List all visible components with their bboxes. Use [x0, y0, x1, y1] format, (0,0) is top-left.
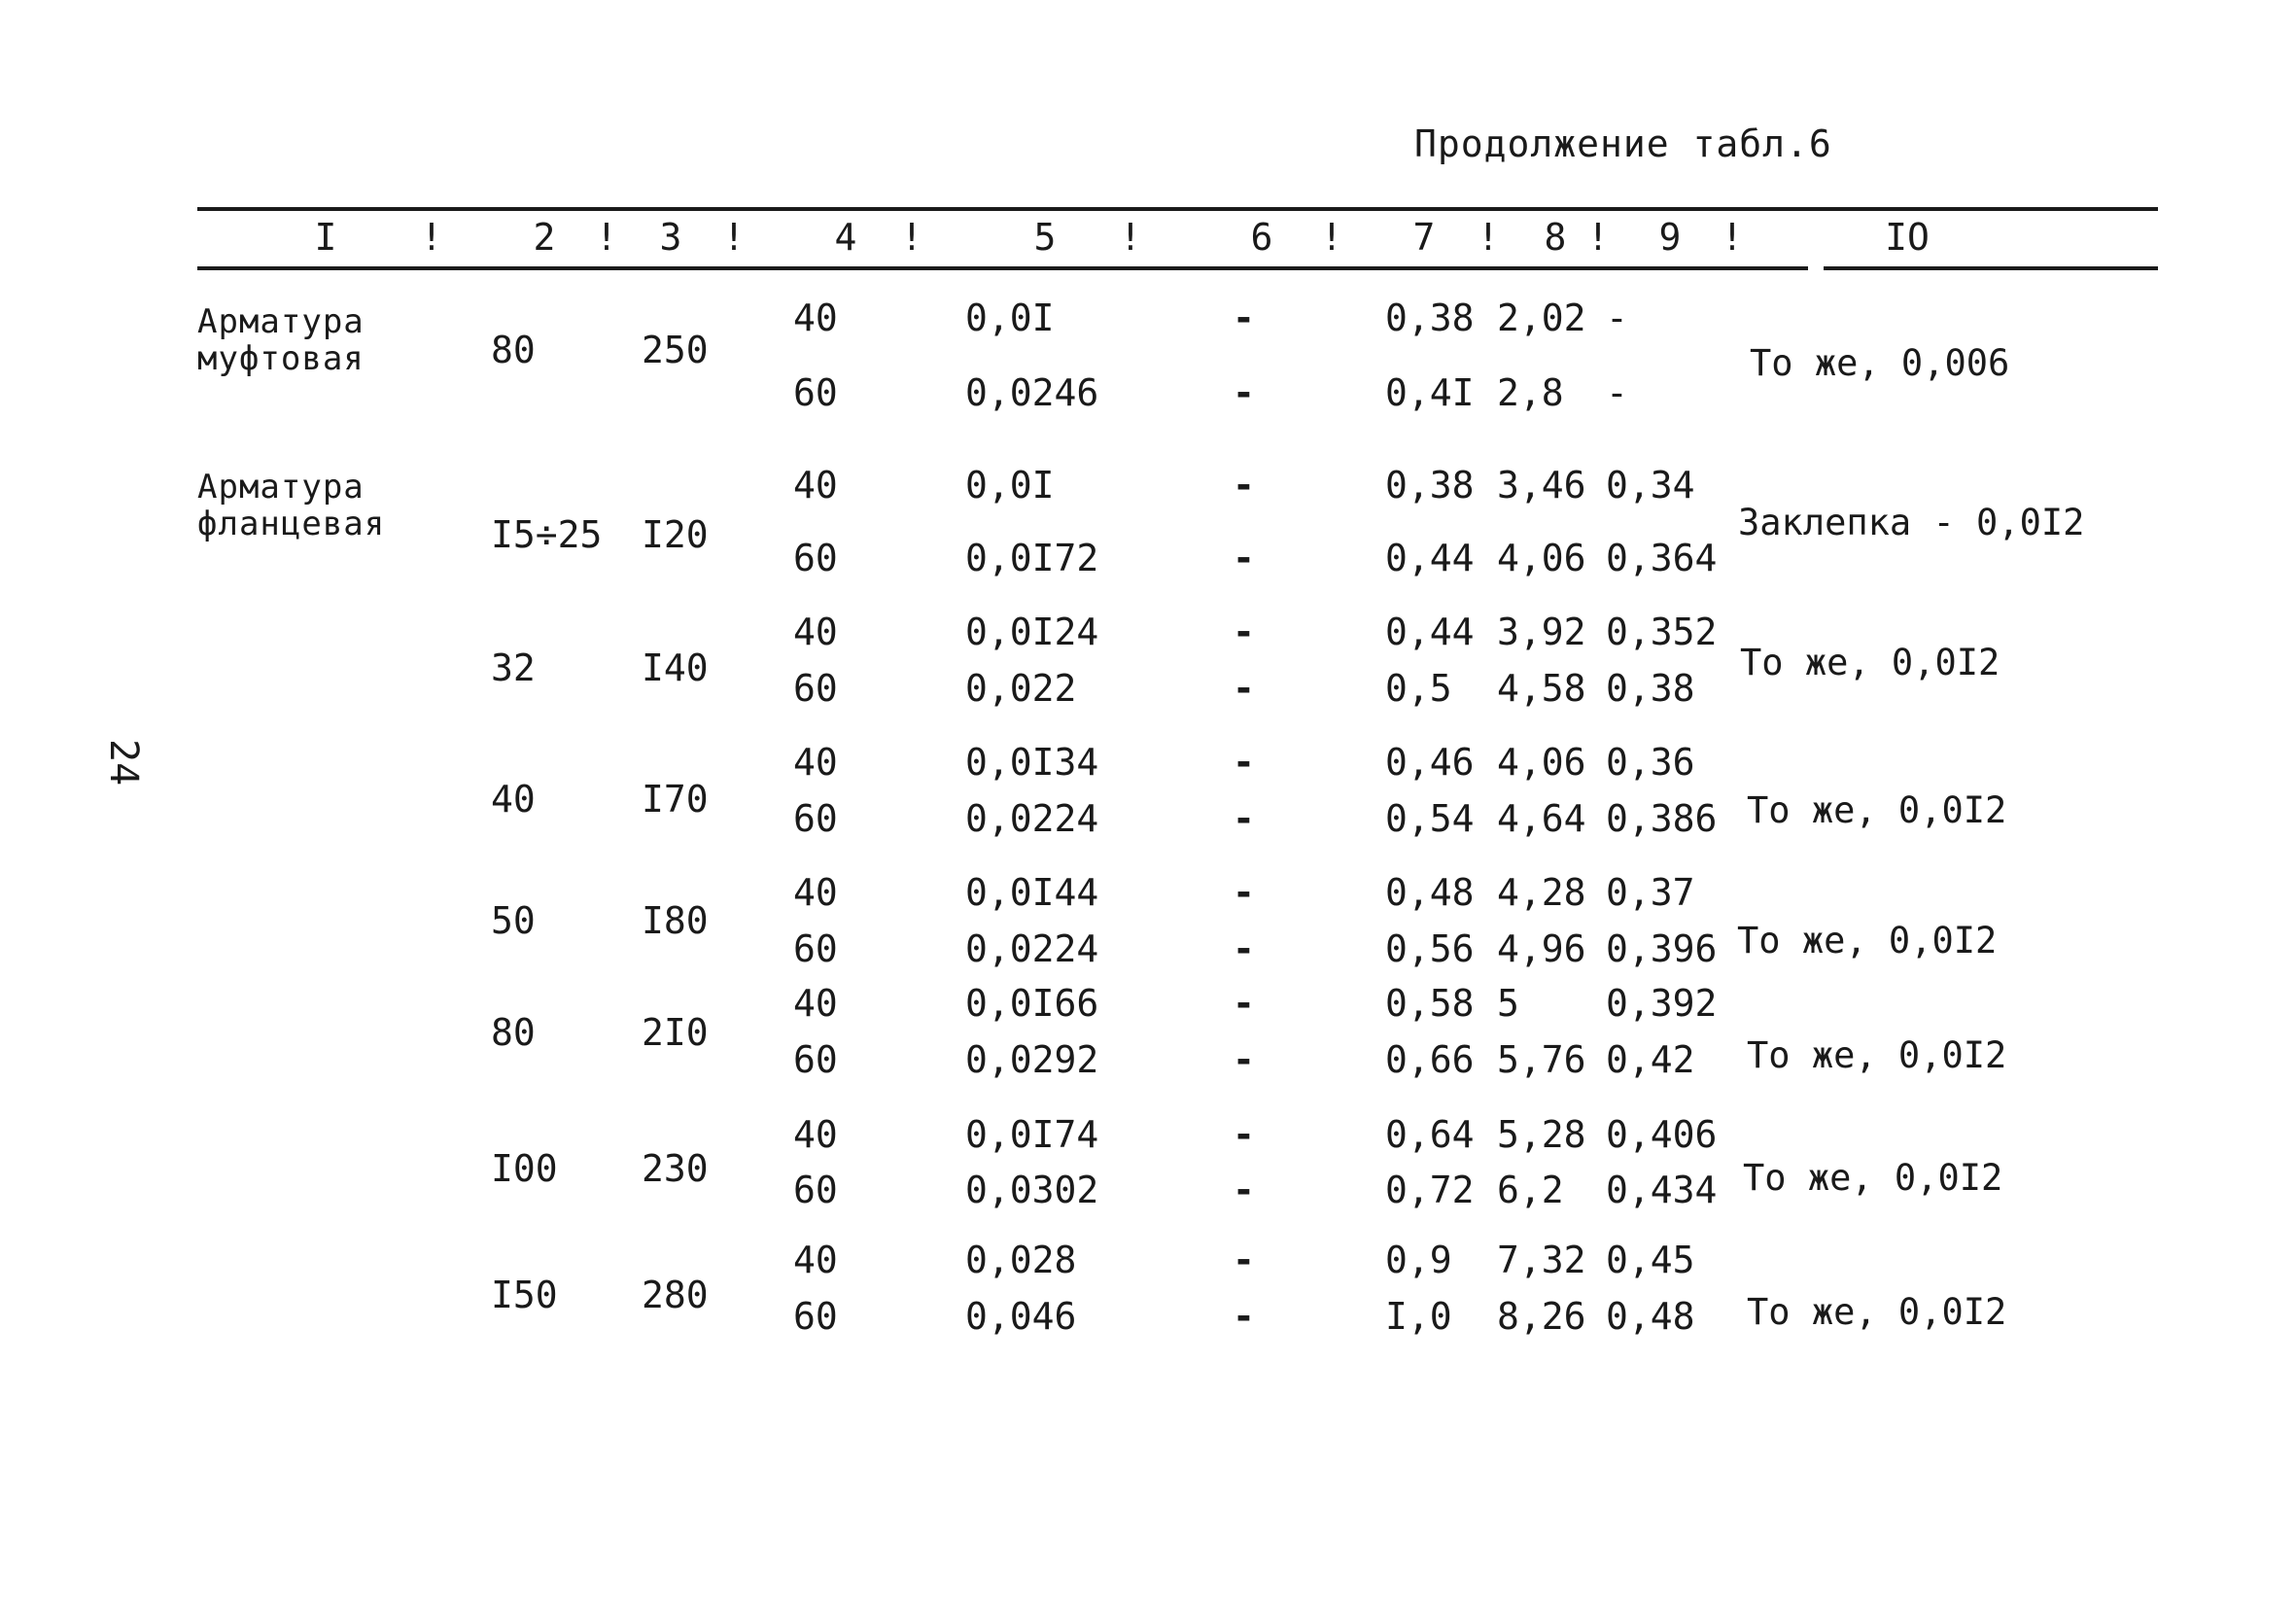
table-cell-c3: I80	[642, 899, 709, 942]
table-cell-c4: 60	[793, 371, 838, 414]
table-cell-c5: 0,0246	[965, 371, 1099, 414]
table-cell-c4: 60	[793, 927, 838, 970]
column-separator: !	[595, 216, 618, 259]
table-cell-c6: -	[1233, 1113, 1255, 1156]
table-cell-c9: 0,34	[1606, 464, 1695, 507]
table-cell-c6: -	[1233, 371, 1255, 414]
table-cell-c5: 0,0I66	[965, 982, 1099, 1025]
table-cell-c9: 0,48	[1606, 1295, 1695, 1338]
table-caption: Продолжение табл.6	[1414, 122, 1832, 165]
table-cell-c7: 0,64	[1385, 1113, 1475, 1156]
table-cell-c9: 0,42	[1606, 1038, 1695, 1081]
table-cell-c2: I5÷25	[491, 513, 603, 556]
table-cell-c2: 80	[491, 329, 536, 371]
table-cell-c6: -	[1233, 611, 1255, 653]
table-cell-c8: 5,76	[1497, 1038, 1586, 1081]
table-cell-c6: -	[1233, 1169, 1255, 1211]
table-cell-c9: 0,396	[1606, 927, 1718, 970]
group-label-flanged-line2: фланцевая	[197, 505, 386, 543]
table-cell-c6: -	[1233, 982, 1255, 1025]
table-cell-c5: 0,0I44	[965, 871, 1099, 914]
table-cell-c8: 4,06	[1497, 741, 1586, 784]
table-cell-c5: 0,0292	[965, 1038, 1099, 1081]
group-label-flanged-line1: Арматура	[197, 468, 365, 507]
table-cell-c6: -	[1233, 797, 1255, 840]
column-separator: !	[1586, 216, 1610, 259]
table-cell-c4: 40	[793, 1239, 838, 1281]
table-cell-c6: -	[1233, 297, 1255, 339]
table-cell-c8: 5	[1497, 982, 1519, 1025]
column-separator: !	[1320, 216, 1343, 259]
column-separator: !	[1721, 216, 1744, 259]
table-cell-c8: 3,92	[1497, 611, 1586, 653]
table-cell-c4: 40	[793, 1113, 838, 1156]
table-header-rule	[197, 266, 2158, 270]
column-header-9: 9	[1658, 216, 1682, 259]
note-cell: Заклепка - 0,0I2	[1738, 502, 2085, 543]
table-cell-c9: -	[1606, 297, 1628, 339]
table-cell-c4: 40	[793, 297, 838, 339]
table-cell-c9: 0,352	[1606, 611, 1718, 653]
table-cell-c2: I50	[491, 1274, 558, 1316]
table-cell-c6: -	[1233, 927, 1255, 970]
table-cell-c9: 0,36	[1606, 741, 1695, 784]
table-cell-c9: 0,406	[1606, 1113, 1718, 1156]
table-cell-c5: 0,0I	[965, 464, 1055, 507]
table-cell-c5: 0,046	[965, 1295, 1077, 1338]
table-cell-c4: 60	[793, 1038, 838, 1081]
note-cell: То же, 0,0I2	[1747, 1291, 2007, 1333]
table-cell-c8: 5,28	[1497, 1113, 1586, 1156]
table-cell-c9: 0,38	[1606, 667, 1695, 710]
note-cell: То же, 0,0I2	[1743, 1157, 2003, 1199]
table-cell-c7: 0,44	[1385, 537, 1475, 579]
table-cell-c5: 0,0I74	[965, 1113, 1099, 1156]
table-cell-c7: 0,4I	[1385, 371, 1475, 414]
table-cell-c9: 0,364	[1606, 537, 1718, 579]
table-cell-c3: I70	[642, 778, 709, 821]
column-separator: !	[1477, 216, 1500, 259]
table-cell-c7: 0,66	[1385, 1038, 1475, 1081]
column-separator: !	[420, 216, 443, 259]
table-cell-c4: 40	[793, 871, 838, 914]
table-cell-c9: 0,37	[1606, 871, 1695, 914]
table-cell-c4: 60	[793, 797, 838, 840]
table-cell-c7: I,0	[1385, 1295, 1452, 1338]
table-cell-c6: -	[1233, 741, 1255, 784]
table-cell-c8: 2,02	[1497, 297, 1586, 339]
table-cell-c4: 40	[793, 741, 838, 784]
column-separator: !	[722, 216, 746, 259]
group-label-coupling-line2: муфтовая	[197, 339, 365, 378]
table-cell-c7: 0,44	[1385, 611, 1475, 653]
table-cell-c6: -	[1233, 871, 1255, 914]
table-cell-c7: 0,5	[1385, 667, 1452, 710]
table-cell-c3: 230	[642, 1147, 709, 1190]
table-cell-c5: 0,0I24	[965, 611, 1099, 653]
table-cell-c4: 60	[793, 667, 838, 710]
table-cell-c8: 2,8	[1497, 371, 1564, 414]
note-cell: То же, 0,0I2	[1737, 920, 1998, 961]
table-cell-c7: 0,58	[1385, 982, 1475, 1025]
table-cell-c7: 0,54	[1385, 797, 1475, 840]
table-cell-c7: 0,9	[1385, 1239, 1452, 1281]
table-cell-c4: 40	[793, 464, 838, 507]
note-cell: То же, 0,006	[1750, 342, 2010, 384]
table-cell-c8: 4,28	[1497, 871, 1586, 914]
note-cell: То же, 0,0I2	[1747, 789, 2007, 831]
table-cell-c6: -	[1233, 1239, 1255, 1281]
column-separator: !	[900, 216, 923, 259]
column-header-2: 2	[533, 216, 556, 259]
column-header-1: I	[314, 216, 337, 259]
table-cell-c4: 60	[793, 1295, 838, 1338]
table-cell-c3: I20	[642, 513, 709, 556]
table-cell-c7: 0,38	[1385, 297, 1475, 339]
table-cell-c6: -	[1233, 1295, 1255, 1338]
table-cell-c2: I00	[491, 1147, 558, 1190]
page-number: 24	[101, 739, 146, 787]
table-cell-c4: 40	[793, 611, 838, 653]
table-cell-c9: -	[1606, 371, 1628, 414]
table-cell-c8: 4,58	[1497, 667, 1586, 710]
table-header-rule-gap	[1808, 264, 1824, 270]
column-header-4: 4	[834, 216, 857, 259]
table-cell-c3: I40	[642, 647, 709, 689]
table-cell-c3: 280	[642, 1274, 709, 1316]
table-cell-c2: 40	[491, 778, 536, 821]
table-cell-c7: 0,72	[1385, 1169, 1475, 1211]
table-cell-c7: 0,38	[1385, 464, 1475, 507]
table-cell-c9: 0,392	[1606, 982, 1718, 1025]
table-cell-c6: -	[1233, 1038, 1255, 1081]
table-cell-c5: 0,0I72	[965, 537, 1099, 579]
table-cell-c4: 40	[793, 982, 838, 1025]
table-cell-c5: 0,0224	[965, 927, 1099, 970]
table-cell-c7: 0,46	[1385, 741, 1475, 784]
column-header-6: 6	[1250, 216, 1273, 259]
table-cell-c4: 60	[793, 537, 838, 579]
table-cell-c5: 0,028	[965, 1239, 1077, 1281]
table-cell-c8: 8,26	[1497, 1295, 1586, 1338]
table-cell-c8: 4,64	[1497, 797, 1586, 840]
column-separator: !	[1119, 216, 1142, 259]
table-cell-c8: 4,06	[1497, 537, 1586, 579]
column-header-10: IO	[1885, 216, 1930, 259]
column-header-3: 3	[659, 216, 682, 259]
table-cell-c8: 7,32	[1497, 1239, 1586, 1281]
column-header-8: 8	[1544, 216, 1567, 259]
table-cell-c5: 0,0224	[965, 797, 1099, 840]
table-cell-c9: 0,45	[1606, 1239, 1695, 1281]
table-cell-c9: 0,434	[1606, 1169, 1718, 1211]
table-cell-c8: 4,96	[1497, 927, 1586, 970]
table-top-rule	[197, 207, 2158, 211]
table-cell-c3: 250	[642, 329, 709, 371]
table-cell-c5: 0,022	[965, 667, 1077, 710]
table-cell-c5: 0,0I34	[965, 741, 1099, 784]
table-cell-c7: 0,56	[1385, 927, 1475, 970]
table-cell-c6: -	[1233, 667, 1255, 710]
note-cell: То же, 0,0I2	[1740, 642, 2000, 683]
table-cell-c2: 80	[491, 1011, 536, 1054]
table-cell-c7: 0,48	[1385, 871, 1475, 914]
table-cell-c4: 60	[793, 1169, 838, 1211]
table-cell-c2: 50	[491, 899, 536, 942]
table-cell-c6: -	[1233, 464, 1255, 507]
table-cell-c5: 0,0302	[965, 1169, 1099, 1211]
table-cell-c8: 3,46	[1497, 464, 1586, 507]
group-label-coupling-line1: Арматура	[197, 302, 365, 341]
column-header-7: 7	[1412, 216, 1436, 259]
table-cell-c6: -	[1233, 537, 1255, 579]
table-cell-c3: 2I0	[642, 1011, 709, 1054]
table-cell-c5: 0,0I	[965, 297, 1055, 339]
table-cell-c2: 32	[491, 647, 536, 689]
table-cell-c8: 6,2	[1497, 1169, 1564, 1211]
column-header-5: 5	[1033, 216, 1057, 259]
table-cell-c9: 0,386	[1606, 797, 1718, 840]
note-cell: То же, 0,0I2	[1747, 1034, 2007, 1076]
